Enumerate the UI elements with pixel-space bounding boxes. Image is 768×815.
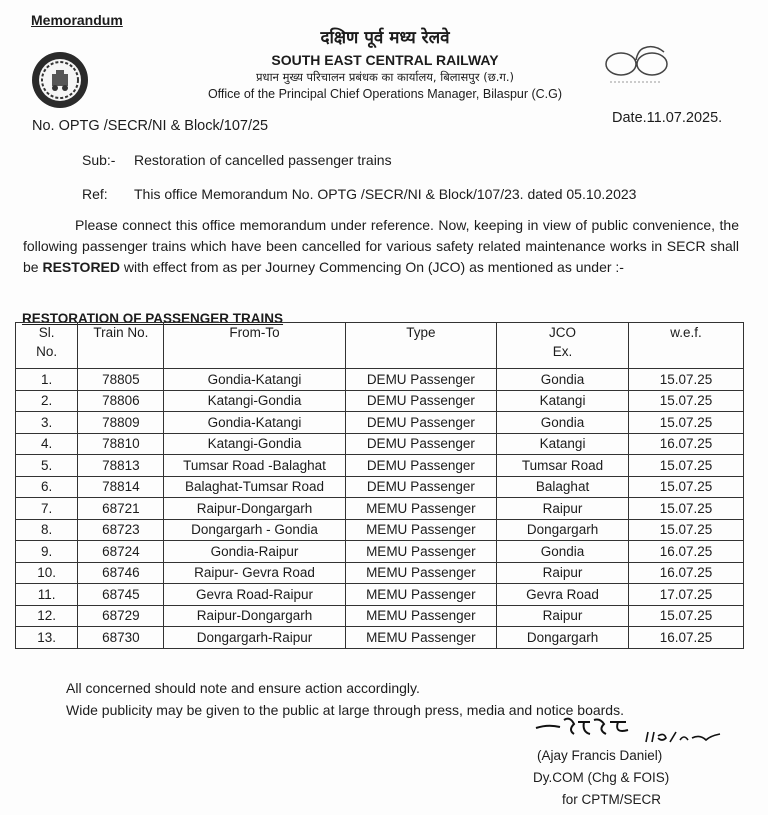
signatory-for: for CPTM/SECR — [562, 792, 662, 807]
body-bold-restored: RESTORED — [42, 259, 121, 275]
cell-sl-no: 11. — [16, 584, 78, 606]
cell-jco: Gevra Road — [497, 584, 629, 606]
cell-from-to: Katangi-Gondia — [164, 433, 345, 455]
cell-train-no: 68745 — [78, 584, 164, 606]
cell-from-to: Raipur- Gevra Road — [164, 562, 345, 584]
cell-from-to: Gondia-Katangi — [164, 412, 345, 434]
cell-train-no: 78809 — [78, 412, 164, 434]
english-railway-name: SOUTH EAST CENTRAL RAILWAY — [271, 52, 499, 68]
header-train-no: Train No. — [78, 323, 164, 369]
header-sl-no: Sl. No. — [16, 323, 78, 369]
table-row — [16, 562, 744, 584]
cell-train-no: 78813 — [78, 455, 164, 477]
cell-sl-no: 6. — [16, 476, 78, 498]
cell-from-to: Raipur-Dongargarh — [164, 498, 345, 520]
cell-jco: Gondia — [497, 541, 629, 563]
cell-sl-no: 12. — [16, 605, 78, 627]
table-row — [16, 412, 744, 434]
cell-type: DEMU Passenger — [345, 390, 496, 412]
cell-wef: 16.07.25 — [629, 541, 744, 563]
memorandum-label: Memorandum — [31, 12, 123, 28]
trains-table — [15, 322, 744, 649]
cell-type: MEMU Passenger — [345, 519, 496, 541]
cell-sl-no: 2. — [16, 390, 78, 412]
body-text-part2: with effect from as per Journey Commencing On (JCO) as mentioned as under :- — [120, 259, 624, 275]
cell-train-no: 68721 — [78, 498, 164, 520]
cell-jco: Dongargarh — [497, 519, 629, 541]
cell-from-to: Katangi-Gondia — [164, 390, 345, 412]
table-row — [16, 498, 744, 520]
signatory-name: (Ajay Francis Daniel) — [537, 748, 663, 763]
table-row — [16, 627, 744, 649]
subject-label: Sub:- — [82, 152, 116, 168]
signatory-designation: Dy.COM (Chg & FOIS) — [533, 770, 670, 785]
cell-jco: Tumsar Road — [497, 455, 629, 477]
cell-type: MEMU Passenger — [345, 584, 496, 606]
cell-wef: 16.07.25 — [629, 433, 744, 455]
cell-train-no: 68746 — [78, 562, 164, 584]
cell-type: DEMU Passenger — [345, 369, 496, 391]
cell-type: DEMU Passenger — [345, 412, 496, 434]
cell-jco: Raipur — [497, 605, 629, 627]
cell-train-no: 78814 — [78, 476, 164, 498]
table-row — [16, 519, 744, 541]
cell-train-no: 78806 — [78, 390, 164, 412]
cell-type: DEMU Passenger — [345, 455, 496, 477]
cell-jco: Gondia — [497, 369, 629, 391]
header-from-to: From-To — [164, 323, 345, 369]
cell-jco: Katangi — [497, 390, 629, 412]
english-office-name: Office of the Principal Chief Operations Manager, Bilaspur (C.G) — [207, 87, 563, 101]
cell-type: MEMU Passenger — [345, 605, 496, 627]
cell-train-no: 68724 — [78, 541, 164, 563]
railway-emblem-icon — [30, 50, 90, 110]
cell-train-no: 78805 — [78, 369, 164, 391]
cell-train-no: 68730 — [78, 627, 164, 649]
cell-jco: Katangi — [497, 433, 629, 455]
cell-jco: Raipur — [497, 498, 629, 520]
cell-type: MEMU Passenger — [345, 562, 496, 584]
cell-type: DEMU Passenger — [345, 433, 496, 455]
hindi-railway-name: दक्षिण पूर्व मध्य रेलवे — [320, 28, 450, 48]
closing-line-1: All concerned should note and ensure action accordingly. — [66, 680, 420, 696]
cell-train-no: 68729 — [78, 605, 164, 627]
reference-text: This office Memorandum No. OPTG /SECR/NI & Block/107/23. dated 05.10.2023 — [134, 186, 637, 202]
table-row — [16, 433, 744, 455]
cell-sl-no: 5. — [16, 455, 78, 477]
table-row — [16, 455, 744, 477]
header-jco: JCO Ex. — [497, 323, 629, 369]
header-type: Type — [345, 323, 496, 369]
cell-type: MEMU Passenger — [345, 541, 496, 563]
cell-wef: 16.07.25 — [629, 562, 744, 584]
hindi-office-name: प्रधान मुख्य परिचालन प्रबंधक का कार्यालय, बिलासपुर (छ.ग.) — [255, 70, 515, 84]
cell-wef: 16.07.25 — [629, 627, 744, 649]
cell-wef: 15.07.25 — [629, 412, 744, 434]
cell-wef: 15.07.25 — [629, 605, 744, 627]
cell-train-no: 78810 — [78, 433, 164, 455]
cell-wef: 15.07.25 — [629, 519, 744, 541]
cell-from-to: Tumsar Road -Balaghat — [164, 455, 345, 477]
table-header-row — [16, 323, 744, 369]
subject-line — [82, 152, 392, 168]
cell-sl-no: 13. — [16, 627, 78, 649]
table-row — [16, 605, 744, 627]
cell-sl-no: 7. — [16, 498, 78, 520]
memo-date: Date.11.07.2025. — [612, 110, 723, 126]
cell-train-no: 68723 — [78, 519, 164, 541]
cell-sl-no: 10. — [16, 562, 78, 584]
closing-line-2: Wide publicity may be given to the public at large through press, media and notice boards. — [66, 702, 624, 718]
reference-label: Ref: — [82, 186, 108, 202]
cell-sl-no: 1. — [16, 369, 78, 391]
cell-from-to: Balaghat-Tumsar Road — [164, 476, 345, 498]
header-wef: w.e.f. — [629, 323, 744, 369]
cell-sl-no: 9. — [16, 541, 78, 563]
cell-from-to: Gondia-Katangi — [164, 369, 345, 391]
cell-from-to: Gevra Road-Raipur — [164, 584, 345, 606]
letterhead — [180, 28, 590, 103]
cell-type: DEMU Passenger — [345, 476, 496, 498]
cell-jco: Dongargarh — [497, 627, 629, 649]
body-text-part1: Please connect this office memorandum under reference. Now, keeping in view of public convenience, the following passenger trains which have been cancelled for various safety related maintenance works in SECR shall be — [23, 217, 739, 275]
cell-wef: 15.07.25 — [629, 476, 744, 498]
memo-reference-number: No. OPTG /SECR/NI & Block/107/25 — [32, 118, 269, 134]
cell-from-to: Dongargarh - Gondia — [164, 519, 345, 541]
table-title: RESTORATION OF PASSENGER TRAINS — [22, 311, 284, 326]
table-row — [16, 476, 744, 498]
cell-wef: 15.07.25 — [629, 455, 744, 477]
cell-jco: Balaghat — [497, 476, 629, 498]
cell-from-to: Gondia-Raipur — [164, 541, 345, 563]
subject-text: Restoration of cancelled passenger trains — [134, 152, 392, 168]
cell-type: MEMU Passenger — [345, 627, 496, 649]
cell-wef: 15.07.25 — [629, 498, 744, 520]
cell-wef: 15.07.25 — [629, 369, 744, 391]
cell-wef: 17.07.25 — [629, 584, 744, 606]
cell-wef: 15.07.25 — [629, 390, 744, 412]
cell-sl-no: 3. — [16, 412, 78, 434]
body-paragraph — [23, 215, 739, 278]
cell-from-to: Dongargarh-Raipur — [164, 627, 345, 649]
table-row — [16, 541, 744, 563]
reference-line — [82, 186, 636, 202]
swachh-bharat-logo-icon — [602, 42, 674, 88]
table-row — [16, 584, 744, 606]
cell-sl-no: 4. — [16, 433, 78, 455]
cell-jco: Raipur — [497, 562, 629, 584]
table-row — [16, 369, 744, 391]
table-row — [16, 390, 744, 412]
cell-jco: Gondia — [497, 412, 629, 434]
cell-sl-no: 8. — [16, 519, 78, 541]
cell-type: MEMU Passenger — [345, 498, 496, 520]
cell-from-to: Raipur-Dongargarh — [164, 605, 345, 627]
